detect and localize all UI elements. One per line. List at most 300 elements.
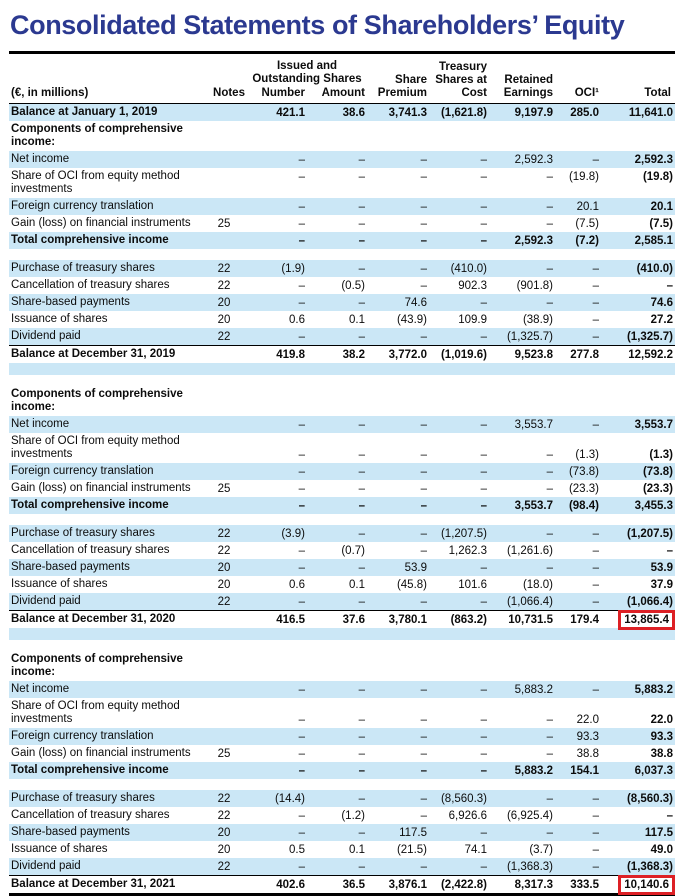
value-cell: –	[369, 168, 431, 198]
value-cell: –	[431, 497, 491, 514]
row-label: Foreign currency translation	[9, 198, 209, 215]
row-label: Purchase of treasury shares	[9, 260, 209, 277]
notes-cell	[209, 416, 249, 433]
value-cell: –	[557, 593, 603, 611]
row-label: Net income	[9, 416, 209, 433]
row-label: Issuance of shares	[9, 576, 209, 593]
value-cell: 6,926.6	[431, 807, 491, 824]
notes-cell: 22	[209, 525, 249, 542]
value-cell: –	[249, 277, 309, 294]
value-cell	[369, 386, 431, 416]
value-cell	[431, 386, 491, 416]
value-cell: 277.8	[557, 346, 603, 364]
row-label: Components of comprehensive income:	[9, 651, 209, 681]
notes-cell: 20	[209, 294, 249, 311]
value-cell: –	[309, 559, 369, 576]
spacer-cell	[9, 375, 675, 386]
value-cell: –	[431, 294, 491, 311]
table-row	[9, 745, 675, 762]
value-cell: –	[557, 311, 603, 328]
notes-cell	[209, 698, 249, 728]
value-cell: –	[369, 232, 431, 249]
value-cell: –	[249, 824, 309, 841]
notes-cell: 22	[209, 277, 249, 294]
value-cell: –	[309, 328, 369, 346]
value-cell: –	[491, 433, 557, 463]
notes-cell	[209, 497, 249, 514]
table-row	[9, 807, 675, 824]
spacer-row	[9, 249, 675, 260]
value-cell: 37.9	[603, 576, 675, 593]
spacer-cell	[9, 514, 675, 525]
row-label: Balance at January 1, 2019	[9, 104, 209, 122]
value-cell	[431, 121, 491, 151]
value-cell: (7.5)	[603, 215, 675, 232]
notes-cell	[209, 433, 249, 463]
value-cell: –	[557, 681, 603, 698]
value-cell	[249, 386, 309, 416]
value-cell: –	[369, 858, 431, 876]
value-cell: –	[249, 294, 309, 311]
value-cell: –	[491, 824, 557, 841]
value-cell: 93.3	[557, 728, 603, 745]
value-cell: (7.2)	[557, 232, 603, 249]
row-label: Purchase of treasury shares	[9, 790, 209, 807]
value-cell: 0.5	[249, 841, 309, 858]
value-cell: –	[557, 151, 603, 168]
value-cell: (410.0)	[603, 260, 675, 277]
table-row	[9, 542, 675, 559]
row-label: Total comprehensive income	[9, 497, 209, 514]
value-cell: –	[431, 151, 491, 168]
value-cell: 2,592.3	[491, 232, 557, 249]
table-row	[9, 790, 675, 807]
row-label: Gain (loss) on financial instruments	[9, 215, 209, 232]
value-cell: –	[309, 480, 369, 497]
table-row	[9, 463, 675, 480]
value-cell: –	[369, 681, 431, 698]
value-cell: (1,368.3)	[603, 858, 675, 876]
notes-cell	[209, 198, 249, 215]
notes-cell	[209, 151, 249, 168]
value-cell: –	[309, 260, 369, 277]
row-label: Gain (loss) on financial instruments	[9, 745, 209, 762]
value-cell: (6,925.4)	[491, 807, 557, 824]
value-cell: 117.5	[603, 824, 675, 841]
notes-cell: 22	[209, 542, 249, 559]
value-cell: –	[603, 542, 675, 559]
value-cell: 2,592.3	[603, 151, 675, 168]
spacer-cell	[9, 640, 675, 651]
row-label: Balance at December 31, 2020	[9, 611, 209, 629]
value-cell: (23.3)	[603, 480, 675, 497]
value-cell: 38.6	[309, 104, 369, 122]
table-row	[9, 841, 675, 858]
value-cell: 11,641.0	[603, 104, 675, 122]
value-cell: –	[249, 807, 309, 824]
row-label: Dividend paid	[9, 593, 209, 611]
value-cell	[249, 651, 309, 681]
value-cell: (1,066.4)	[491, 593, 557, 611]
spacer-row	[9, 363, 675, 375]
row-label: Foreign currency translation	[9, 463, 209, 480]
value-cell: –	[431, 559, 491, 576]
highlight-box: 10,140.6	[618, 875, 675, 895]
value-cell: 8,317.3	[491, 876, 557, 895]
table-row	[9, 593, 675, 611]
value-cell	[491, 121, 557, 151]
value-cell: –	[309, 681, 369, 698]
row-label: Cancellation of treasury shares	[9, 542, 209, 559]
value-cell: –	[431, 681, 491, 698]
table-row	[9, 876, 675, 895]
value-cell	[557, 651, 603, 681]
table-row	[9, 525, 675, 542]
value-cell: –	[431, 232, 491, 249]
value-cell: 3,741.3	[369, 104, 431, 122]
value-cell: (1,325.7)	[491, 328, 557, 346]
notes-cell: 25	[209, 480, 249, 497]
row-label: Gain (loss) on financial instruments	[9, 480, 209, 497]
value-cell: 421.1	[249, 104, 309, 122]
value-cell: –	[369, 497, 431, 514]
value-cell: –	[309, 593, 369, 611]
value-cell: –	[557, 841, 603, 858]
value-cell: (863.2)	[431, 611, 491, 629]
value-cell: (1,207.5)	[431, 525, 491, 542]
value-cell: (19.8)	[603, 168, 675, 198]
table-row	[9, 104, 675, 122]
value-cell: –	[557, 790, 603, 807]
spacer-row	[9, 779, 675, 790]
value-cell: –	[309, 762, 369, 779]
value-cell: –	[369, 328, 431, 346]
value-cell: 416.5	[249, 611, 309, 629]
value-cell: –	[491, 198, 557, 215]
value-cell: –	[431, 168, 491, 198]
value-cell: –	[369, 525, 431, 542]
value-cell: –	[369, 277, 431, 294]
value-cell: –	[249, 480, 309, 497]
value-cell: –	[309, 433, 369, 463]
value-cell: (73.8)	[603, 463, 675, 480]
row-label: Share of OCI from equity method investments	[9, 433, 209, 463]
value-cell: –	[369, 260, 431, 277]
value-cell: –	[369, 745, 431, 762]
col-header-amount: Amount	[321, 87, 365, 99]
table-body	[9, 104, 675, 895]
value-cell: –	[491, 525, 557, 542]
value-cell: –	[249, 745, 309, 762]
value-cell: –	[249, 433, 309, 463]
value-cell: –	[603, 807, 675, 824]
value-cell: (1,261.6)	[491, 542, 557, 559]
value-cell: 3,553.7	[603, 416, 675, 433]
value-cell: –	[431, 328, 491, 346]
value-cell: –	[431, 762, 491, 779]
col-header-retained-earnings: Retained Earnings	[491, 53, 557, 104]
row-label: Issuance of shares	[9, 311, 209, 328]
group-header-line: Outstanding Shares	[252, 73, 362, 85]
notes-cell	[209, 168, 249, 198]
table-row	[9, 294, 675, 311]
value-cell: 0.1	[309, 311, 369, 328]
value-cell: –	[249, 198, 309, 215]
value-cell: 3,455.3	[603, 497, 675, 514]
row-label: Foreign currency translation	[9, 728, 209, 745]
value-cell: 20.1	[557, 198, 603, 215]
value-cell: –	[369, 593, 431, 611]
value-cell: –	[309, 416, 369, 433]
value-cell: 22.0	[603, 698, 675, 728]
table-row	[9, 386, 675, 416]
spacer-row	[9, 514, 675, 525]
notes-cell	[209, 232, 249, 249]
value-cell: –	[369, 728, 431, 745]
row-label: Net income	[9, 681, 209, 698]
value-cell	[603, 651, 675, 681]
row-label: Share-based payments	[9, 824, 209, 841]
value-cell: (1,207.5)	[603, 525, 675, 542]
value-cell: (1,325.7)	[603, 328, 675, 346]
value-cell: –	[369, 215, 431, 232]
value-cell: (19.8)	[557, 168, 603, 198]
value-cell: –	[369, 790, 431, 807]
row-label: Components of comprehensive income:	[9, 121, 209, 151]
value-cell: 74.1	[431, 841, 491, 858]
value-cell: 402.6	[249, 876, 309, 895]
value-cell: 0.6	[249, 311, 309, 328]
notes-cell: 20	[209, 841, 249, 858]
value-cell	[603, 386, 675, 416]
value-cell: (8,560.3)	[603, 790, 675, 807]
value-cell: –	[557, 294, 603, 311]
value-cell: (1,368.3)	[491, 858, 557, 876]
value-cell: (901.8)	[491, 277, 557, 294]
table-row	[9, 151, 675, 168]
value-cell: 22.0	[557, 698, 603, 728]
value-cell: –	[491, 463, 557, 480]
value-cell: 53.9	[369, 559, 431, 576]
value-cell: –	[491, 559, 557, 576]
table-row	[9, 762, 675, 779]
value-cell: 179.4	[557, 611, 603, 629]
value-cell: (1,019.6)	[431, 346, 491, 364]
notes-cell: 22	[209, 260, 249, 277]
value-cell: 419.8	[249, 346, 309, 364]
value-cell: 5,883.2	[603, 681, 675, 698]
value-cell: (18.0)	[491, 576, 557, 593]
value-cell: –	[309, 215, 369, 232]
row-label: Components of comprehensive income:	[9, 386, 209, 416]
value-cell	[431, 651, 491, 681]
value-cell: (3.9)	[249, 525, 309, 542]
value-cell: (23.3)	[557, 480, 603, 497]
value-cell: –	[369, 762, 431, 779]
row-label: Net income	[9, 151, 209, 168]
notes-cell: 20	[209, 559, 249, 576]
notes-cell: 20	[209, 824, 249, 841]
value-cell: –	[309, 294, 369, 311]
value-cell: (1,621.8)	[431, 104, 491, 122]
notes-cell: 22	[209, 593, 249, 611]
value-cell: –	[557, 824, 603, 841]
col-header-oci: OCI¹	[557, 53, 603, 104]
notes-cell	[209, 121, 249, 151]
value-cell: (38.9)	[491, 311, 557, 328]
value-cell: 0.6	[249, 576, 309, 593]
table-row	[9, 497, 675, 514]
value-cell: –	[249, 416, 309, 433]
group-header-line: Issued and	[276, 60, 338, 72]
value-cell: (0.5)	[309, 277, 369, 294]
spacer-row	[9, 628, 675, 640]
value-cell	[369, 121, 431, 151]
table-row	[9, 698, 675, 728]
value-cell: –	[557, 559, 603, 576]
value-cell: –	[557, 576, 603, 593]
table-row	[9, 858, 675, 876]
value-cell: –	[249, 328, 309, 346]
table-row	[9, 651, 675, 681]
value-cell: (1.2)	[309, 807, 369, 824]
value-cell: –	[249, 728, 309, 745]
value-cell: (7.5)	[557, 215, 603, 232]
table-row	[9, 121, 675, 151]
value-cell: –	[431, 198, 491, 215]
value-cell: 6,037.3	[603, 762, 675, 779]
value-cell: 902.3	[431, 277, 491, 294]
col-header-treasury-cost: Treasury Shares at Cost	[431, 53, 491, 104]
table-row	[9, 416, 675, 433]
value-cell: (3.7)	[491, 841, 557, 858]
value-cell: –	[249, 497, 309, 514]
value-cell: 0.1	[309, 841, 369, 858]
value-cell: 1,262.3	[431, 542, 491, 559]
value-cell: –	[309, 497, 369, 514]
row-label: Share-based payments	[9, 559, 209, 576]
value-cell: 9,197.9	[491, 104, 557, 122]
table-row	[9, 576, 675, 593]
value-cell: (410.0)	[431, 260, 491, 277]
value-cell: 3,772.0	[369, 346, 431, 364]
value-cell: (1.3)	[603, 433, 675, 463]
value-cell	[603, 121, 675, 151]
value-cell: (0.7)	[309, 542, 369, 559]
col-header-number: Number	[261, 87, 305, 99]
value-cell	[309, 386, 369, 416]
table-row	[9, 611, 675, 629]
value-cell: –	[431, 215, 491, 232]
value-cell: (8,560.3)	[431, 790, 491, 807]
header-row	[9, 53, 675, 104]
row-label: Total comprehensive income	[9, 762, 209, 779]
value-cell	[491, 651, 557, 681]
value-cell: –	[431, 728, 491, 745]
notes-cell: 22	[209, 790, 249, 807]
value-cell: –	[431, 593, 491, 611]
value-cell: –	[431, 858, 491, 876]
value-cell: 37.6	[309, 611, 369, 629]
value-cell: –	[557, 260, 603, 277]
table-row	[9, 198, 675, 215]
col-header-unit: (€, in millions)	[9, 53, 209, 104]
row-label: Share-based payments	[9, 294, 209, 311]
value-cell: 38.2	[309, 346, 369, 364]
notes-cell: 20	[209, 576, 249, 593]
value-cell: –	[557, 277, 603, 294]
table-row	[9, 559, 675, 576]
table-row	[9, 260, 675, 277]
value-cell: (45.8)	[369, 576, 431, 593]
value-cell: –	[557, 542, 603, 559]
value-cell: –	[249, 542, 309, 559]
value-cell: –	[249, 232, 309, 249]
row-label: Share of OCI from equity method investments	[9, 168, 209, 198]
notes-cell: 22	[209, 858, 249, 876]
row-label: Balance at December 31, 2019	[9, 346, 209, 364]
value-cell	[309, 121, 369, 151]
value-cell: –	[431, 480, 491, 497]
value-cell: –	[309, 151, 369, 168]
value-cell: –	[369, 698, 431, 728]
value-cell: –	[369, 542, 431, 559]
col-header-issued-outstanding	[249, 53, 369, 104]
value-cell: –	[557, 525, 603, 542]
row-label: Purchase of treasury shares	[9, 525, 209, 542]
value-cell	[557, 386, 603, 416]
value-cell: 2,592.3	[491, 151, 557, 168]
value-cell: (14.4)	[249, 790, 309, 807]
value-cell: –	[491, 698, 557, 728]
value-cell: –	[557, 328, 603, 346]
table-row	[9, 728, 675, 745]
spacer-cell	[9, 249, 675, 260]
notes-cell	[209, 463, 249, 480]
notes-cell	[209, 386, 249, 416]
value-cell: 38.8	[603, 745, 675, 762]
value-cell: –	[369, 480, 431, 497]
value-cell: –	[309, 198, 369, 215]
spacer-row	[9, 640, 675, 651]
value-cell: (1.3)	[557, 433, 603, 463]
value-cell: –	[249, 463, 309, 480]
value-cell: –	[309, 168, 369, 198]
value-cell: 154.1	[557, 762, 603, 779]
value-cell: –	[309, 728, 369, 745]
value-cell: (1,066.4)	[603, 593, 675, 611]
value-cell: –	[491, 728, 557, 745]
notes-cell	[209, 681, 249, 698]
value-cell: –	[249, 593, 309, 611]
col-header-share-premium: Share Premium	[369, 53, 431, 104]
value-cell: 3,553.7	[491, 497, 557, 514]
value-cell: 101.6	[431, 576, 491, 593]
value-cell: –	[491, 294, 557, 311]
notes-cell	[209, 876, 249, 895]
value-cell: (73.8)	[557, 463, 603, 480]
value-cell: 333.5	[557, 876, 603, 895]
value-cell: –	[491, 745, 557, 762]
value-cell: –	[309, 858, 369, 876]
notes-cell: 22	[209, 807, 249, 824]
value-cell: 2,585.1	[603, 232, 675, 249]
value-cell: –	[249, 858, 309, 876]
value-cell: –	[369, 463, 431, 480]
value-cell: –	[309, 745, 369, 762]
col-header-total: Total	[603, 53, 675, 104]
value-cell: 117.5	[369, 824, 431, 841]
